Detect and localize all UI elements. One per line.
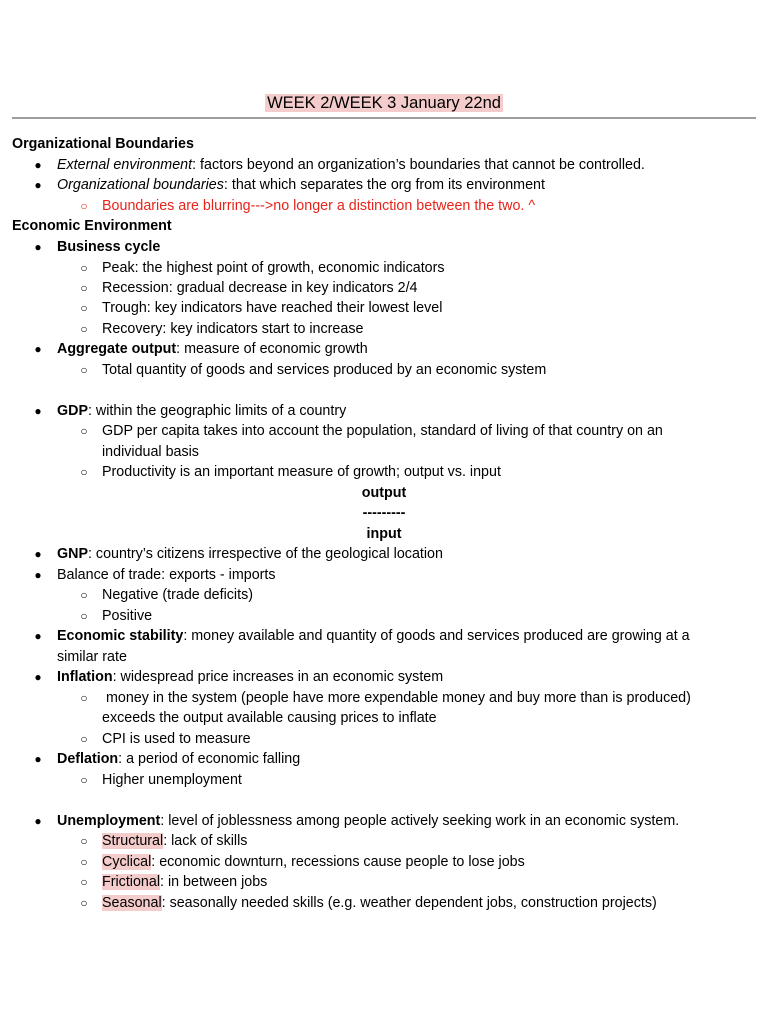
fraction-numerator: output — [361, 485, 407, 501]
circle-bullet-icon: ○ — [80, 855, 88, 869]
circle-bullet-icon: ○ — [80, 773, 88, 787]
bullet-icon: ● — [34, 178, 42, 192]
bullet-icon: ● — [34, 814, 42, 828]
bullet-icon: ● — [34, 404, 42, 418]
title-divider — [12, 117, 756, 119]
bullet-icon: ● — [34, 240, 42, 254]
circle-bullet-icon: ○ — [80, 465, 88, 479]
bullet-icon: ● — [34, 547, 42, 561]
fraction-bar: --------- — [362, 505, 406, 521]
circle-bullet-icon: ○ — [80, 363, 88, 377]
circle-bullet-icon: ○ — [80, 301, 88, 315]
circle-bullet-icon: ○ — [80, 588, 88, 602]
circle-bullet-icon: ○ — [80, 199, 88, 213]
circle-bullet-icon: ○ — [80, 281, 88, 295]
bullet-icon: ● — [34, 629, 42, 643]
bullet-icon: ● — [34, 342, 42, 356]
page-title: WEEK 2/WEEK 3 January 22nd — [267, 94, 501, 112]
fraction-denominator: input — [366, 526, 402, 542]
bullet-icon: ● — [34, 670, 42, 684]
circle-bullet-icon: ○ — [80, 424, 88, 438]
bullet-icon: ● — [34, 568, 42, 582]
circle-bullet-icon: ○ — [80, 609, 88, 623]
circle-bullet-icon: ○ — [80, 322, 88, 336]
circle-bullet-icon: ○ — [80, 732, 88, 746]
circle-bullet-icon: ○ — [80, 834, 88, 848]
circle-bullet-icon: ○ — [80, 691, 88, 705]
circle-bullet-icon: ○ — [80, 261, 88, 275]
bullet-icon: ● — [34, 752, 42, 766]
bullet-icon: ● — [34, 158, 42, 172]
circle-bullet-icon: ○ — [80, 896, 88, 910]
circle-bullet-icon: ○ — [80, 875, 88, 889]
